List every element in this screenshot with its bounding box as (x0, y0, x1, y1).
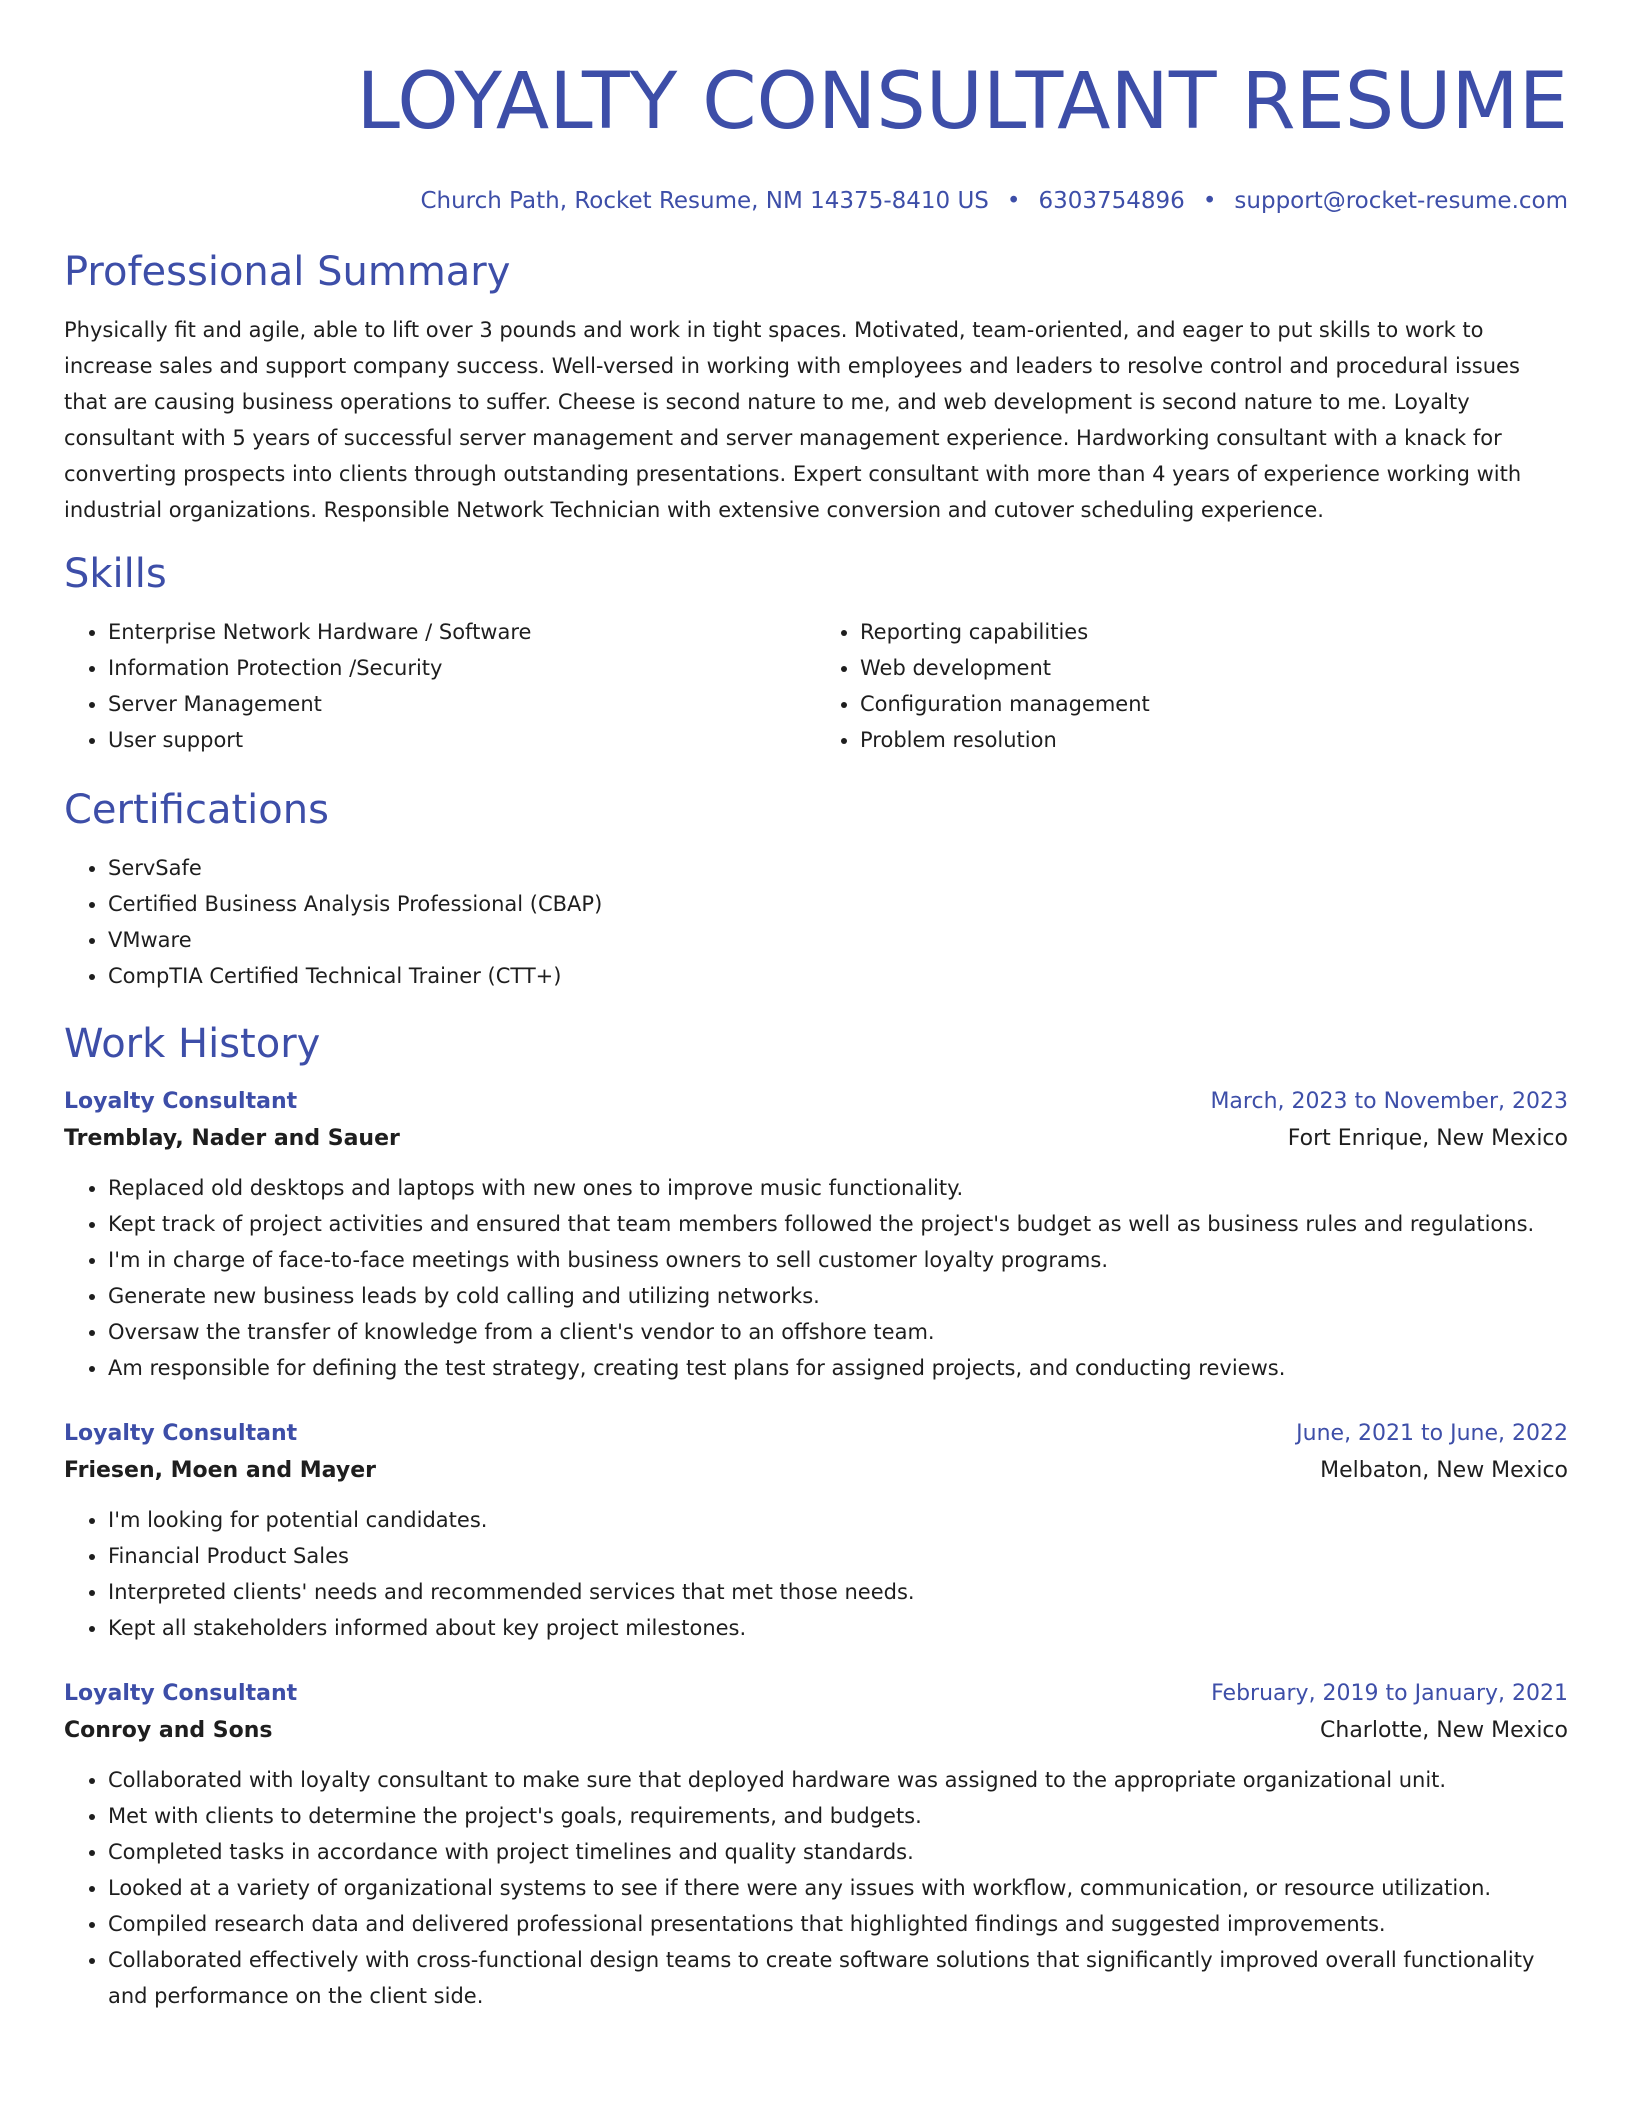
job-bullet: • Met with clients to determine the project's goals, requirements, and budgets. (108, 1798, 1568, 1834)
job-bullet: • Replaced old desktops and laptops with new ones to improve music functionality. (108, 1170, 1568, 1206)
skills-list-left (64, 614, 816, 758)
job-bullets (64, 1762, 1568, 2014)
job-bullet: • Am responsible for defining the test strategy, creating test plans for assigned projects, and conducting reviews. (108, 1350, 1568, 1386)
certification-item: • Certified Business Analysis Professional (CBAP) (108, 886, 1568, 922)
job-bullet: • Kept all stakeholders informed about key project milestones. (108, 1610, 1568, 1646)
job-bullets (64, 1170, 1568, 1386)
certification-item: • ServSafe (108, 850, 1568, 886)
summary-heading: Professional Summary (64, 249, 511, 295)
job-dates: February, 2019 to January, 2021 (1211, 1681, 1568, 1706)
job-company-row (64, 1452, 1568, 1490)
job-bullet: • Financial Product Sales (108, 1538, 1568, 1574)
job-bullet: • I'm looking for potential candidates. (108, 1502, 1568, 1538)
job-bullets (64, 1502, 1568, 1646)
work-history-heading: Work History (64, 1021, 321, 1067)
job-header-row (64, 1084, 1568, 1120)
skill-item: • Reporting capabilities (860, 614, 1568, 650)
contact-separator: • (1202, 188, 1217, 214)
contact-separator: • (1006, 188, 1021, 214)
job-location: Melbaton, New Mexico (1320, 1458, 1568, 1483)
job-bullet: • Collaborated with loyalty consultant to make sure that deployed hardware was assigned to the appropriate organizational unit. (108, 1762, 1568, 1798)
job-company-row (64, 1712, 1568, 1750)
skills-list-right (816, 614, 1568, 758)
skill-item: • Web development (860, 650, 1568, 686)
skill-item: • Problem resolution (860, 722, 1568, 758)
skills-heading: Skills (64, 551, 167, 597)
job-bullet: • Generate new business leads by cold calling and utilizing networks. (108, 1278, 1568, 1314)
certifications-list (64, 850, 1568, 994)
resume-page (64, 0, 1568, 2014)
contact-email: support@rocket-resume.com (1234, 188, 1568, 214)
job-company-row (64, 1120, 1568, 1158)
summary-text: Physically fit and agile, able to lift over 3 pounds and work in tight spaces. Motivated, team-oriented, and eager to put skills to work to increase sales and support company success. Well-versed in working with employees and leaders to resolve control and procedural issues that are causing business operations to suffer. Cheese is second nature to me, and web development is second nature to me. Loyalty consultant with 5 years of successful server management and server management experience. Hardworking consultant with a knack for converting prospects into clients through outstanding presentations. Expert consultant with more than 4 years of experience working with industrial organizations. Responsible Network Technician with extensive conversion and cutover scheduling experience. (64, 318, 1522, 522)
job-header-row (64, 1676, 1568, 1712)
job-location: Fort Enrique, New Mexico (1287, 1126, 1568, 1151)
skill-item: • Server Management (108, 686, 816, 722)
job-company: Conroy and Sons (64, 1718, 273, 1743)
contact-phone: 6303754896 (1038, 188, 1185, 214)
skill-item: • User support (108, 722, 816, 758)
skills-grid (64, 614, 1568, 758)
job-bullet: • Looked at a variety of organizational systems to see if there were any issues with workflow, communication, or resource utilization. (108, 1870, 1568, 1906)
job-bullet: • I'm in charge of face-to-face meetings with business owners to sell customer loyalty programs. (108, 1242, 1568, 1278)
job-bullet: • Interpreted clients' needs and recommended services that met those needs. (108, 1574, 1568, 1610)
job-entry (64, 1084, 1568, 1386)
job-dates: June, 2021 to June, 2022 (1296, 1421, 1568, 1446)
contact-line (64, 186, 1568, 216)
contact-address: Church Path, Rocket Resume, NM 14375-8410 US (420, 188, 989, 214)
job-bullet: • Completed tasks in accordance with project timelines and quality standards. (108, 1834, 1568, 1870)
job-company: Friesen, Moen and Mayer (64, 1458, 376, 1483)
certification-item: • VMware (108, 922, 1568, 958)
job-title: Loyalty Consultant (64, 1421, 298, 1446)
job-location: Charlotte, New Mexico (1320, 1718, 1568, 1743)
certifications-heading: Certifications (64, 787, 329, 833)
job-entry (64, 1416, 1568, 1646)
job-title: Loyalty Consultant (64, 1089, 298, 1114)
job-title: Loyalty Consultant (64, 1681, 298, 1706)
job-entry (64, 1676, 1568, 2014)
skill-item: • Information Protection /Security (108, 650, 816, 686)
job-bullet: • Oversaw the transfer of knowledge from a client's vendor to an offshore team. (108, 1314, 1568, 1350)
resume-title: LOYALTY CONSULTANT RESUME (356, 57, 1568, 147)
job-header-row (64, 1416, 1568, 1452)
job-bullet: • Compiled research data and delivered professional presentations that highlighted findings and suggested improvements. (108, 1906, 1568, 1942)
job-bullet: • Collaborated effectively with cross-functional design teams to create software solutions that significantly improved overall functionality and performance on the client side. (108, 1942, 1568, 2014)
job-dates: March, 2023 to November, 2023 (1210, 1089, 1568, 1114)
skill-item: • Enterprise Network Hardware / Software (108, 614, 816, 650)
certification-item: • CompTIA Certified Technical Trainer (CTT+) (108, 958, 1568, 994)
skill-item: • Configuration management (860, 686, 1568, 722)
job-bullet: • Kept track of project activities and ensured that team members followed the project's budget as well as business rules and regulations. (108, 1206, 1568, 1242)
job-company: Tremblay, Nader and Sauer (64, 1126, 400, 1151)
